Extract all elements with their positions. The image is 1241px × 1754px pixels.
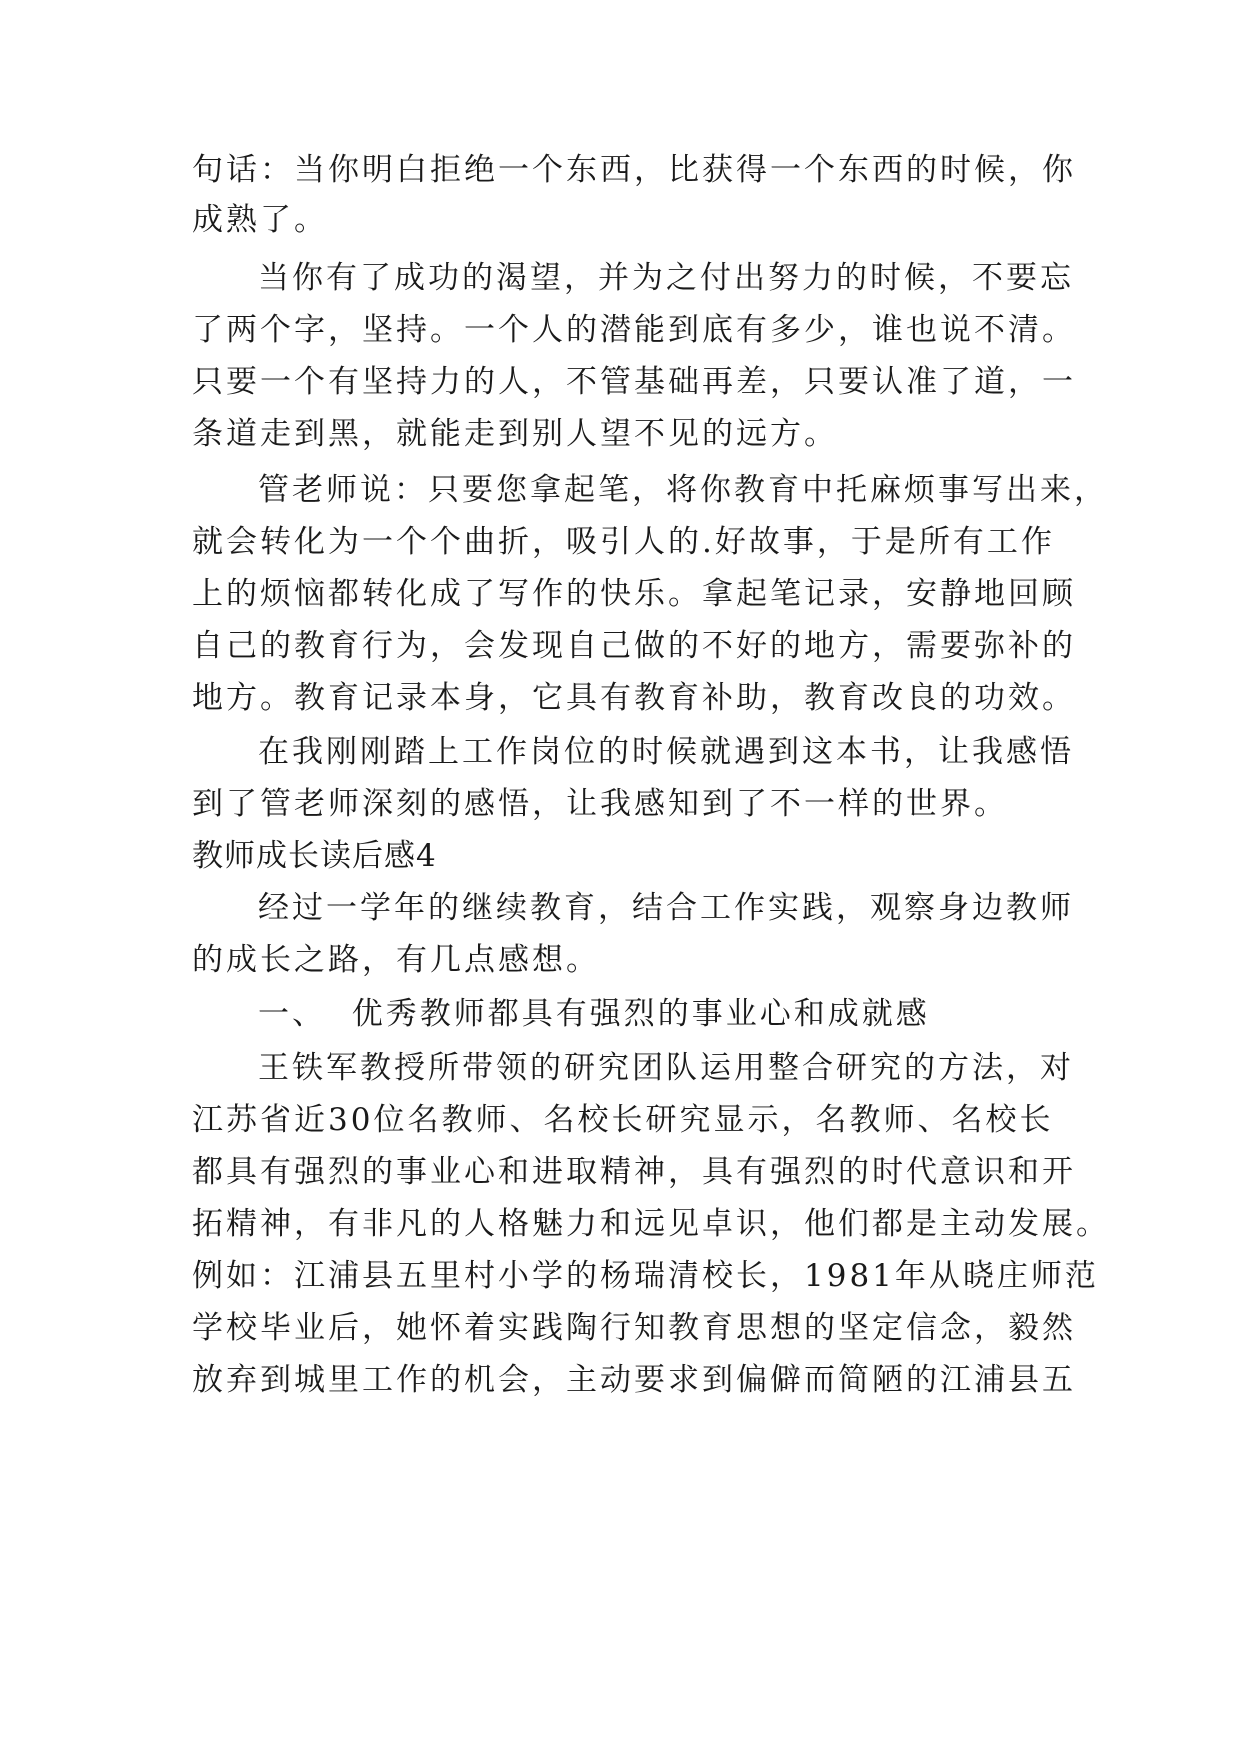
section-heading: 教师成长读后感4 — [192, 838, 437, 874]
paragraph-line: 当你有了成功的渴望，并为之付出努力的时候，不要忘 — [258, 260, 1074, 296]
text-line: 的成长之路，有几点感想。 — [192, 942, 600, 978]
text-line: 学校毕业后，她怀着实践陶行知教育思想的坚定信念，毅然 — [192, 1310, 1076, 1346]
paragraph-line: 管老师说：只要您拿起笔，将你教育中托麻烦事写出来， — [258, 472, 1108, 508]
text-line: 上的烦恼都转化成了写作的快乐。拿起笔记录，安静地回顾 — [192, 576, 1076, 612]
paragraph-line: 在我刚刚踏上工作岗位的时候就遇到这本书，让我感悟 — [258, 734, 1074, 770]
text-line: 到了管老师深刻的感悟，让我感知到了不一样的世界。 — [192, 786, 1008, 822]
text-line: 自己的教育行为，会发现自己做的不好的地方，需要弥补的 — [192, 628, 1076, 664]
text-line: 就会转化为一个个曲折，吸引人的.好故事，于是所有工作 — [192, 524, 1055, 560]
paragraph-line: 王铁军教授所带领的研究团队运用整合研究的方法，对 — [258, 1050, 1074, 1086]
text-line: 拓精神，有非凡的人格魅力和远见卓识，他们都是主动发展。 — [192, 1206, 1110, 1242]
subheading: 一、 优秀教师都具有强烈的事业心和成就感 — [258, 996, 930, 1032]
text-line: 条道走到黑，就能走到别人望不见的远方。 — [192, 416, 838, 452]
text-line: 地方。教育记录本身，它具有教育补助，教育改良的功效。 — [192, 680, 1076, 716]
text-line: 成熟了。 — [192, 202, 328, 238]
text-line: 放弃到城里工作的机会，主动要求到偏僻而简陋的江浦县五 — [192, 1362, 1076, 1398]
text-line: 例如：江浦县五里村小学的杨瑞清校长，1981年从晓庄师范 — [192, 1258, 1099, 1294]
text-line: 江苏省近30位名教师、名校长研究显示，名教师、名校长 — [192, 1102, 1054, 1138]
text-line: 句话：当你明白拒绝一个东西，比获得一个东西的时候，你 — [192, 152, 1076, 188]
paragraph-line: 经过一学年的继续教育，结合工作实践，观察身边教师 — [258, 890, 1074, 926]
text-line: 只要一个有坚持力的人，不管基础再差，只要认准了道，一 — [192, 364, 1076, 400]
text-line: 了两个字，坚持。一个人的潜能到底有多少，谁也说不清。 — [192, 312, 1076, 348]
text-line: 都具有强烈的事业心和进取精神，具有强烈的时代意识和开 — [192, 1154, 1076, 1190]
